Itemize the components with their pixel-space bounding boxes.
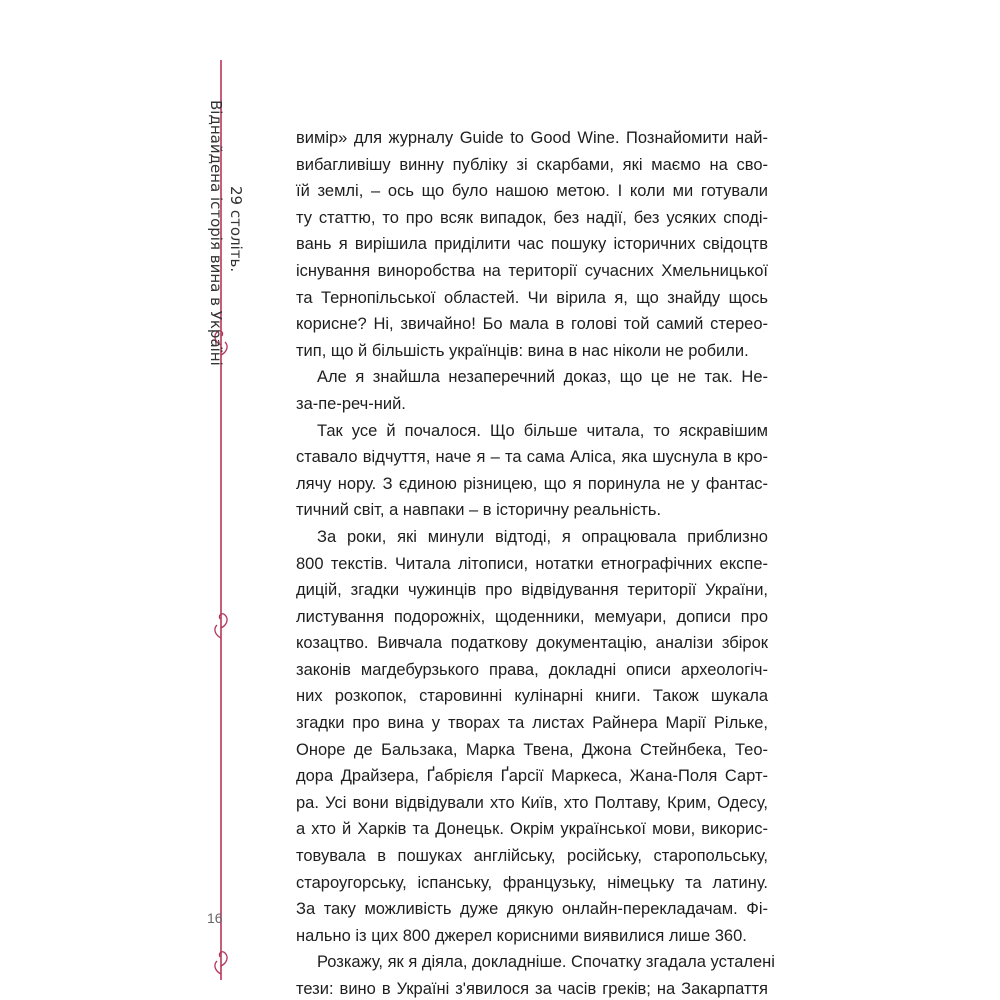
text-line: та Тернопільської областей. Чи вірила я, що знайду щось — [296, 288, 768, 307]
text-line: законів магдебурзького права, докладні описи археологіч- — [296, 660, 768, 679]
text-line: корисне? Ні, звичайно! Бо мала в голові той самий стерео- — [296, 315, 768, 334]
running-head-subtitle: Віднайдена історія вина в Україні — [207, 100, 225, 366]
text-line: Так усе й почалося. Що більше читала, то яскравішим — [317, 421, 768, 440]
text-line: За таку можливість дуже дякую онлайн-перекладачам. Фі- — [296, 900, 768, 919]
text-line: Оноре де Бальзака, Марка Твена, Джона Стейнбека, Тео- — [296, 740, 768, 759]
text-line: тичний світ, а навпаки – в історичну реальність. — [296, 501, 662, 520]
running-head — [196, 100, 246, 366]
paragraph — [296, 524, 768, 950]
text-line: 800 текстів. Читала літописи, нотатки етнографічних експе- — [296, 554, 768, 573]
text-line: дора Драйзера, Ґабрієля Ґарсії Маркеса, Жана-Поля Сарт- — [296, 767, 768, 786]
text-line: нально із цих 800 джерел корисними виявилися лише 360. — [296, 926, 747, 945]
text-line: козацтво. Вивчала податкову документацію, аналізи збірок — [296, 634, 768, 653]
text-line: існування виноробства на території сучасних Хмельницької — [296, 261, 768, 280]
text-line: товувала в пошуках англійську, російську, старопольську, — [296, 847, 768, 866]
text-line: а хто й Харків та Донецьк. Окрім української мови, викорис- — [296, 820, 768, 839]
text-line: згадки про вина у творах та листах Райнера Марії Рільке, — [296, 714, 768, 733]
text-line: вань я вирішила приділити час пошуку історичних свідоцтв — [296, 235, 768, 254]
text-line: ту статтю, то про всяк випадок, без надії, без усяких споді- — [296, 208, 768, 227]
text-line: За роки, які минули відтоді, я опрацювала приблизно — [317, 527, 768, 546]
text-line: вибагливішу винну публіку зі скарбами, які маємо на сво- — [296, 155, 768, 174]
text-line: листування подорожніх, щоденники, мемуари, дописи про — [296, 607, 768, 626]
text-line: Але я знайшла незаперечний доказ, що це не так. Не- — [317, 368, 768, 387]
text-line: староугорську, іспанську, французьку, німецьку та латину. — [296, 873, 768, 892]
text-line: тези: вино в Україні з'явилося за часів греків; на Закарпаття — [296, 980, 768, 998]
body-text — [296, 125, 775, 1000]
paragraph — [296, 949, 775, 1000]
text-line: їй землі, – ось що було нашою метою. І коли ми готували — [296, 182, 768, 201]
text-line: за-пе-реч-ний. — [296, 394, 406, 413]
text-line: лячу нору. З єдиною різницею, що я поринула не у фантас- — [296, 474, 768, 493]
text-line: тип, що й більшість українців: вина в нас ніколи не робили. — [296, 341, 749, 360]
text-line: ра. Усі вони відвідували хто Київ, хто Полтаву, Крим, Одесу, — [296, 793, 768, 812]
text-line: них розкопок, старовинні кулінарні книги. Також шукала — [296, 687, 768, 706]
paragraph — [296, 125, 768, 364]
text-line: дицій, згадки чужинців про відвідування території України, — [296, 581, 768, 600]
text-line: Розкажу, як я діяла, докладніше. Спочатку згадала усталені — [317, 953, 775, 972]
text-line: ставало відчуття, наче я – та сама Аліса, яка шуснула в кро- — [296, 448, 768, 467]
text-line: вимір» для журналу Guide to Good Wine. Познайомити най- — [296, 129, 768, 147]
running-head-book-title: 29 століть. — [227, 186, 245, 273]
page-number: 16 — [207, 910, 223, 926]
paragraph — [296, 418, 768, 524]
paragraph — [296, 364, 768, 417]
